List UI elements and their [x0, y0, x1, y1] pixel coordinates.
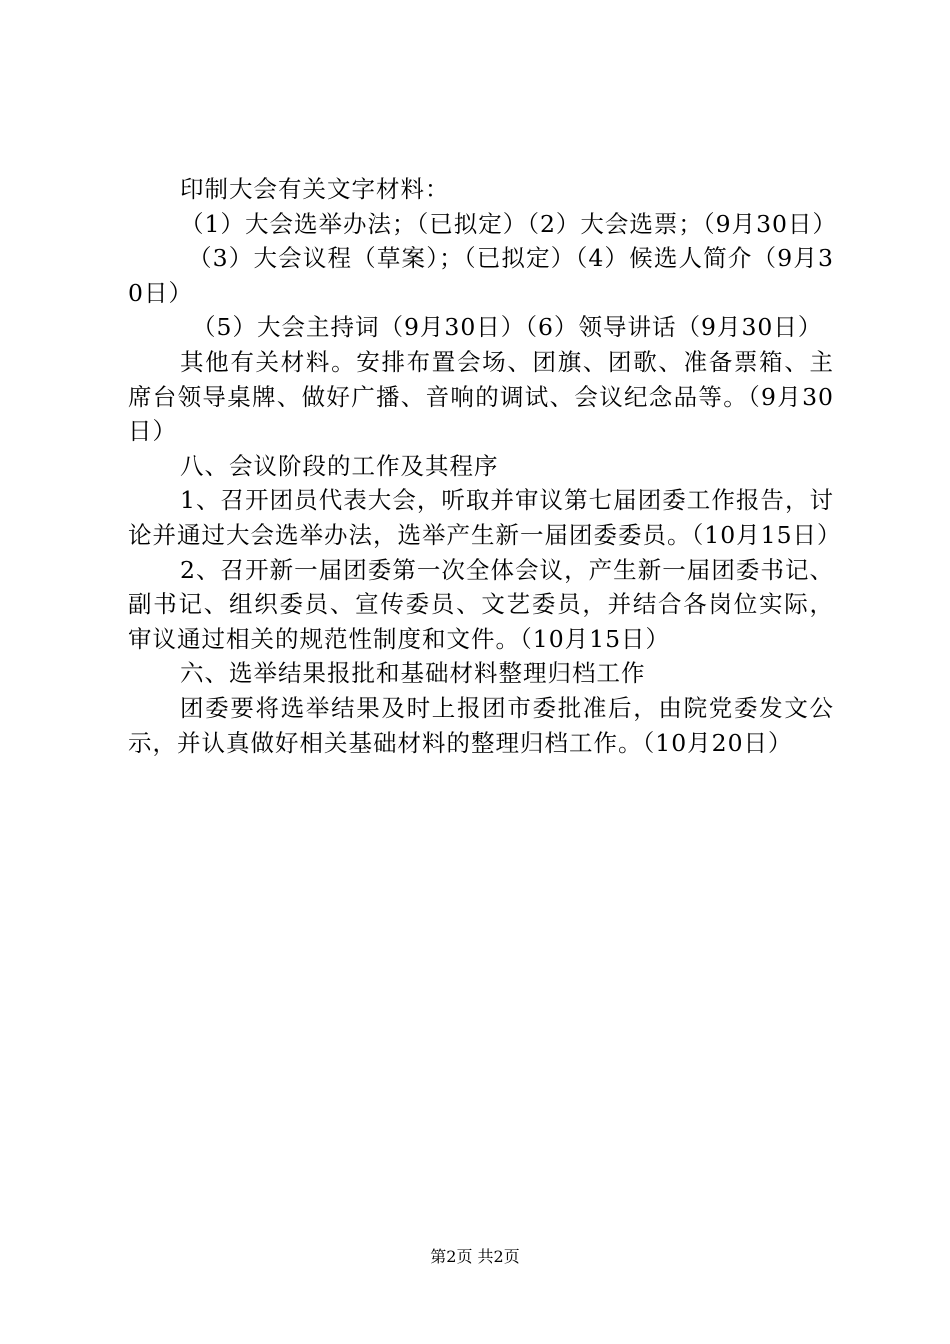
section-heading-meeting-stage: 八、会议阶段的工作及其程序 [180, 451, 499, 480]
paragraph-step-1: 1、召开团员代表大会，听取并审议第七届团委工作报告，讨论并通过大会选举办法，选举产生新一届团委委员。（10月15日） [128, 486, 842, 549]
paragraph-item-1-2: （1）大会选举办法；（已拟定）（2）大会选票；（9月30日） [180, 209, 838, 238]
paragraph-print-materials: 印制大会有关文字材料： [180, 175, 450, 203]
section-heading-election-results: 六、选举结果报批和基础材料整理归档工作 [180, 659, 646, 688]
paragraph-step-2: 2、召开新一届团委第一次全体会议，产生新一届团委书记、副书记、组织委员、宣传委员、文艺委员，并结合各岗位实际，审议通过相关的规范性制度和文件。（10月15日） [128, 555, 834, 653]
paragraph-archive: 团委要将选举结果及时上报团市委批准后，由院党委发文公示，并认真做好相关基础材料的整理归档工作。（10月20日） [128, 693, 834, 757]
paragraph-other-materials: 其他有关材料。安排布置会场、团旗、团歌、准备票箱、主席台领导桌牌、做好广播、音响的调试、会议纪念品等。（9月30日） [128, 347, 834, 446]
page-footer: 第2页 共2页 [430, 1247, 520, 1266]
paragraph-item-5-6: （5）大会主持词（9月30日）（6）领导讲话（9月30日） [192, 313, 823, 342]
document-body [128, 172, 842, 760]
paragraph-item-3-4: （3）大会议程（草案）；（已拟定）（4）候选人简介（9月30日） [128, 244, 834, 307]
